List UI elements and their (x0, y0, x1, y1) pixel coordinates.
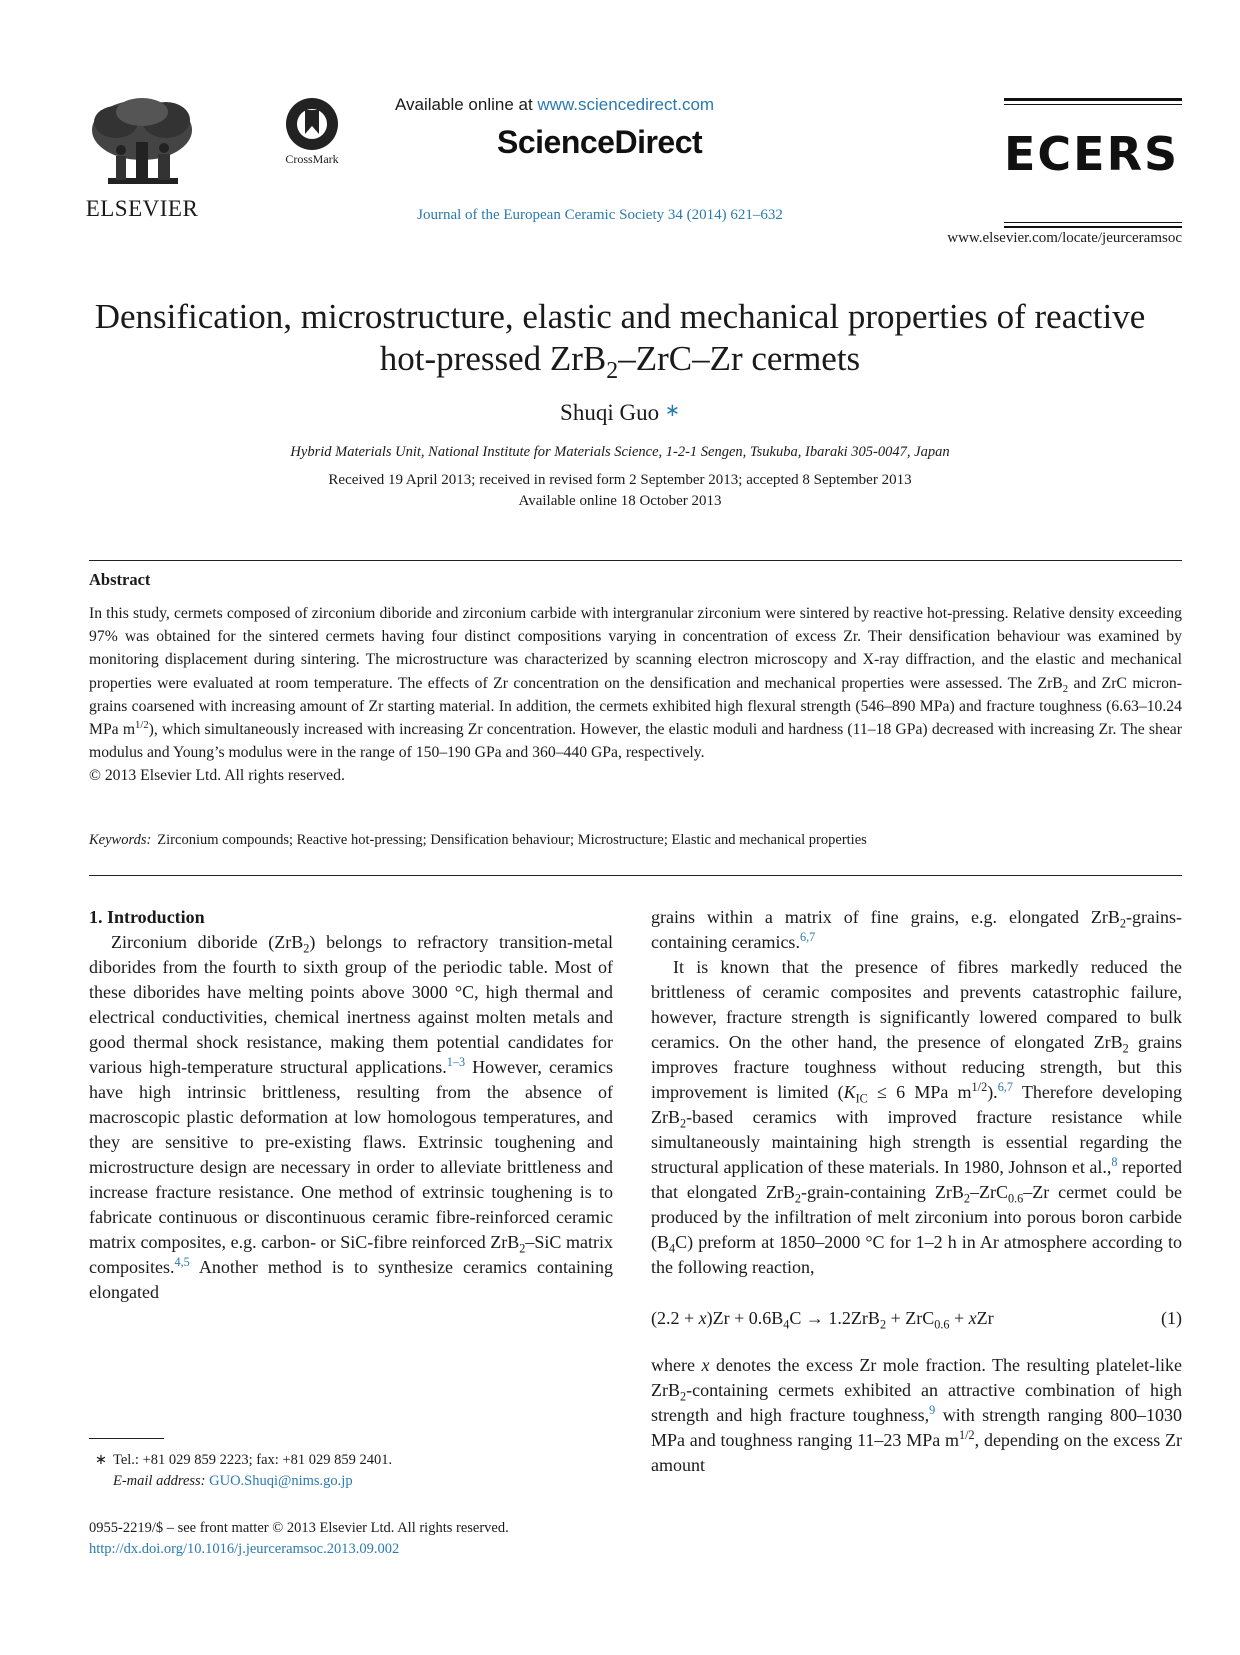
subscript: 4 (669, 1241, 676, 1256)
abstract-text (89, 602, 1182, 764)
elsevier-wordmark: ELSEVIER (85, 196, 199, 221)
right-column (651, 905, 1182, 1478)
text: ≤ 6 MPa m (867, 1082, 972, 1102)
crossmark-icon (284, 96, 340, 152)
title-text: hot-pressed ZrB (379, 339, 607, 378)
crossmark-label: CrossMark (285, 152, 339, 166)
issn-line: 0955-2219/$ – see front matter © 2013 Elsevier Ltd. All rights reserved. (89, 1520, 509, 1536)
logo-rule (1004, 98, 1182, 101)
keywords (89, 832, 1182, 849)
text: reported that elongated ZrB (651, 1157, 1183, 1202)
text: –SiC matrix composites. (89, 1232, 613, 1277)
italic-symbol: K (843, 1082, 856, 1102)
ecers-logo (1004, 128, 1182, 178)
available-online-line (395, 95, 815, 115)
journal-citation-link[interactable]: Journal of the European Ceramic Society 34 (2014) 621–632 (417, 207, 783, 223)
article-title (60, 296, 1180, 384)
text: grains within a matrix of fine grains, e.g. elongated ZrB (651, 907, 1120, 927)
doi-link[interactable]: http://dx.doi.org/10.1016/j.jeurceramsoc.2013.09.002 (89, 1541, 400, 1557)
subscript: 2 (1122, 1041, 1129, 1056)
reference-link[interactable]: 8 (1111, 1155, 1118, 1169)
logo-rule (1004, 222, 1182, 223)
equation-1 (651, 1306, 1182, 1331)
title-line-1: Densification, microstructure, elastic and mechanical properties of reactive (94, 297, 1146, 336)
footnote-email (89, 1471, 613, 1492)
eq-part: + ZrC (886, 1308, 935, 1328)
elsevier-tree-icon (86, 92, 198, 194)
eq-part: C → 1.2ZrB (789, 1308, 880, 1328)
text: Therefore developing ZrB (651, 1082, 1182, 1127)
text: It is known that the presence of fibres markedly reduced the brittleness of ceramic composites and prevents catastrophic failure, however, fracture strength is significantly lowered compared to bulk ceramics. On the other hand, the presence of elongated ZrB (651, 957, 1182, 1052)
eq-part: + (949, 1308, 969, 1328)
left-column (89, 905, 613, 1305)
superscript: 1/2 (971, 1080, 988, 1094)
crossmark-badge[interactable] (276, 96, 348, 167)
eq-var: x (698, 1308, 707, 1328)
title-text: –ZrC–Zr cermets (618, 339, 861, 378)
subscript: 2 (963, 1191, 970, 1206)
text: Zirconium diboride (ZrB (111, 932, 304, 952)
text: ) belongs to refractory transition-metal diborides from the fourth to sixth group of the periodic table. Most of these diborides have melting points above 3000 °C, high thermal and electrical conductivities, chemical inertness against molten metals and good thermal shock resistance, making them potential candidates for various high-temperature structural applications. (89, 932, 613, 1077)
paragraph (651, 905, 1182, 955)
subscript: 0.6 (934, 1317, 950, 1332)
abstract-text-part: ), which simultaneously increased with increasing Zr concentration. However, the elastic moduli and hardness (11–18 GPa) decreased with increasing Zr. The shear modulus and Young’s modulus were in the range of 150–190 GPa and 360–440 GPa, respectively. (89, 721, 1182, 762)
subscript: 2 (879, 1317, 887, 1332)
author-name: Shuqi Guo (560, 400, 660, 425)
footnote-mark: ∗ (94, 1452, 107, 1468)
keywords-label: Keywords: (89, 832, 152, 848)
text: -grain-containing ZrB (800, 1182, 964, 1202)
text: ). (987, 1082, 998, 1102)
reference-link[interactable]: 6,7 (997, 1080, 1013, 1094)
footnote (89, 1450, 613, 1492)
eq-var: x (968, 1308, 977, 1328)
abstract-top-rule (89, 560, 1182, 561)
title-subscript: 2 (606, 358, 619, 384)
reference-link[interactable]: 9 (929, 1403, 936, 1417)
subscript: 2 (680, 1116, 687, 1131)
keywords-text: Zirconium compounds; Reactive hot-pressing; Densification behaviour; Microstructure; Elastic and mechanical properties (157, 832, 867, 848)
logo-rule (1004, 226, 1182, 228)
text: However, ceramics have high intrinsic brittleness, resulting from the absence of macroscopic plastic deformation at low homologous temperatures, and they are sensitive to pre-existing flaws. Extrinsic toughening and microstructure design are necessary in order to alleviate brittleness and increase fracture resistance. One method of extrinsic toughening is to fabricate continuous or discontinuous ceramic fibre-reinforced ceramic matrix composites, e.g. carbon- or SiC-fibre reinforced ZrB (89, 1057, 613, 1252)
text: –ZrC (969, 1182, 1008, 1202)
subscript: 2 (794, 1191, 801, 1206)
sciencedirect-link[interactable]: www.sciencedirect.com (537, 95, 715, 114)
bottom-info (89, 1518, 689, 1560)
subscript: 4 (783, 1317, 790, 1332)
article-dates (0, 470, 1240, 512)
elsevier-logo (82, 92, 202, 220)
text: with strength ranging 800–1030 MPa and toughness ranging 11–23 MPa m (651, 1405, 1182, 1450)
subscript: 2 (1062, 682, 1069, 695)
italic-var: x (701, 1355, 710, 1375)
copyright-line: © 2013 Elsevier Ltd. All rights reserved. (89, 767, 345, 785)
eq-part: Zr (976, 1308, 994, 1328)
subscript: 0.6 (1007, 1191, 1024, 1206)
received-dates: Received 19 April 2013; received in revised form 2 September 2013; accepted 8 September 2013 (328, 472, 912, 488)
page-header (0, 0, 1240, 250)
superscript: 1/2 (959, 1428, 975, 1442)
sciencedirect-wordmark: ScienceDirect (497, 124, 703, 160)
subscript: 2 (680, 1389, 687, 1404)
journal-homepage-url[interactable]: www.elsevier.com/locate/jeurceramsoc (947, 230, 1182, 246)
author-line (0, 400, 1240, 426)
equation-number: (1) (1161, 1308, 1182, 1328)
text: Another method is to synthesize ceramics containing elongated (89, 1257, 613, 1302)
text: , depending on the excess Zr amount (651, 1430, 1182, 1475)
text: where (651, 1355, 702, 1375)
footnote-contact-text: Tel.: +81 029 859 2223; fax: +81 029 859 2401. (113, 1452, 393, 1468)
reference-link[interactable]: 1–3 (446, 1055, 466, 1069)
email-link[interactable]: GUO.Shuqi@nims.go.jp (209, 1473, 353, 1489)
text: -containing cermets exhibited an attractive combination of high strength and high fracture toughness, (651, 1380, 1182, 1425)
superscript: 1/2 (135, 718, 149, 731)
reference-link[interactable]: 4,5 (174, 1255, 190, 1269)
available-online-date: Available online 18 October 2013 (518, 493, 722, 509)
abstract-bottom-rule (89, 875, 1182, 876)
text: -based ceramics with improved fracture resistance while simultaneously maintaining high strength is essential regarding the structural application of these materials. In 1980, Johnson et al., (651, 1107, 1182, 1177)
email-label: E-mail address: (113, 1473, 206, 1489)
text: denotes the excess Zr mole fraction. The resulting platelet-like ZrB (651, 1355, 1182, 1400)
subscript: 2 (519, 1241, 526, 1256)
available-prefix: Available online at (395, 95, 538, 114)
text: C) preform at 1850–2000 °C for 1–2 h in Ar atmosphere according to the following reaction, (651, 1232, 1182, 1277)
subscript: 2 (303, 941, 310, 956)
paragraph (89, 930, 613, 1305)
paragraph (651, 955, 1182, 1280)
logo-rule (1004, 104, 1182, 105)
section-heading-introduction: 1. Introduction (89, 907, 205, 927)
text: grains improves fracture toughness without reducing strength, but this improvement is limited ( (651, 1032, 1182, 1102)
subscript: 2 (1119, 916, 1127, 931)
abstract-body (89, 602, 1182, 788)
eq-part: )Zr + 0.6B (706, 1308, 784, 1328)
footnote-rule (89, 1438, 164, 1439)
corresponding-author-mark[interactable]: ∗ (664, 400, 680, 420)
eq-part: (2.2 + (651, 1308, 699, 1328)
footnote-contact (89, 1450, 613, 1471)
paragraph (651, 1353, 1182, 1478)
title-line-2 (60, 338, 1180, 384)
affiliation: Hybrid Materials Unit, National Institute for Materials Science, 1-2-1 Sengen, Tsukuba, Ibaraki 305-0047, Japan (290, 444, 950, 460)
ecers-logo-text: ECERS (1004, 128, 1180, 178)
abstract-text-part: In this study, cermets composed of zirconium diboride and zirconium carbide with intergranular zirconium were sintered by reactive hot-pressing. Relative density exceeding 97% was obtained for the sintered cermets having four distinct compositions varying in concentration of excess Zr. Their densification behaviour was examined by monitoring displacement during sintering. The microstructure was characterized by scanning electron microscopy and X-ray diffraction, and the elastic and mechanical properties were evaluated at room temperature. The effects of Zr concentration on the densification and mechanical properties were assessed. The ZrB (89, 605, 1182, 692)
text: –Zr cermet could be produced by the infiltration of melt zirconium into porous boron carbide (B (651, 1182, 1182, 1252)
subscript: IC (855, 1091, 868, 1106)
reference-link[interactable]: 6,7 (799, 930, 816, 944)
text: -grains-containing ceramics. (651, 907, 1182, 952)
equation-body (651, 1306, 994, 1331)
abstract-heading: Abstract (89, 570, 151, 589)
abstract-text-part: and ZrC micron-grains coarsened with increasing amount of Zr starting material. In addition, the cermets exhibited high flexural strength (546–890 MPa) and fracture toughness (6.63–10.24 MPa m (89, 674, 1182, 739)
